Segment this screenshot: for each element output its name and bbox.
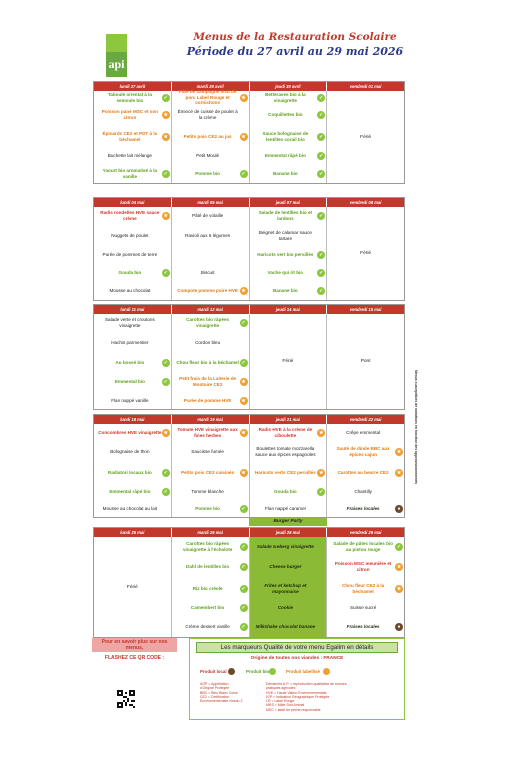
closed-day-label: Férié (360, 251, 372, 256)
menu-item (172, 91, 249, 104)
week-table-5 (93, 527, 405, 638)
menu-item (172, 392, 249, 409)
menu-item-label: Mousse au chocolat au lait (102, 505, 158, 511)
menu-item (94, 91, 171, 104)
day-column (172, 207, 250, 300)
menu-item (172, 462, 249, 483)
day-header: lundi 11 mai (94, 305, 172, 314)
day-header: mardi 26 mai (172, 528, 250, 537)
menu-item (172, 104, 249, 126)
day-column (172, 91, 250, 183)
menu-item (327, 441, 404, 462)
menu-item-label: Boulettes tomate mozzarella sauce aux épices espagnoles (255, 445, 316, 457)
menu-item-label: Banane bio (272, 287, 298, 293)
label-quality-icon: ★ (319, 469, 324, 476)
qr-code[interactable] (117, 690, 135, 708)
menu-item (94, 441, 171, 462)
menu-item (94, 207, 171, 225)
menu-item (250, 424, 327, 441)
bio-leaf-icon: ✓ (163, 94, 168, 101)
day-column (327, 314, 404, 409)
menu-item-label: Vache qui rit bio (267, 269, 304, 275)
day-header: vendredi 22 mai (327, 415, 404, 424)
menu-item (94, 281, 171, 300)
menu-item-label: Petit frais de la Laiterie de Montoire CE2 (179, 376, 237, 387)
menu-item (94, 332, 171, 354)
menu-item (172, 372, 249, 392)
bio-leaf-icon: ✓ (163, 488, 168, 495)
menu-item (250, 246, 327, 264)
closed-day-label: Férié (282, 359, 294, 364)
label-quality-icon: ★ (241, 94, 246, 101)
menu-item-label: Gouda bio (274, 488, 297, 494)
menu-item-label: Sauté de dinde BBC aux épices cajun (336, 445, 390, 457)
menu-item-label: Radiatori locaux bio (107, 469, 152, 475)
week-table-1 (93, 81, 405, 184)
menu-item-label: Frites et ketchup et mayonnaise (264, 582, 307, 594)
burger-party-banner: Burger Party (249, 518, 327, 526)
menu-item (327, 462, 404, 483)
menu-item-label: Hachis parmentier (111, 340, 149, 346)
quality-legend (189, 638, 405, 720)
qr-caption: FLASHEZ CE QR CODE : (104, 655, 165, 661)
menu-item-label: Haricots vert bio persillés (257, 252, 314, 258)
menu-item-label: Poisson pané MSC et son citron (101, 109, 158, 120)
menu-item (172, 354, 249, 372)
day-header: lundi 27 avril (94, 82, 172, 91)
menu-item (94, 147, 171, 164)
menu-item (172, 599, 249, 617)
bio-leaf-icon: ✓ (163, 269, 168, 276)
menu-item-label: Radis HVE à la crème de ciboulette (258, 426, 313, 438)
menu-item (250, 225, 327, 246)
menu-item (172, 424, 249, 441)
menu-item-label: Flan nappé caramel (265, 505, 306, 511)
menu-item (250, 126, 327, 147)
page-title: Menus de la Restauration Scolaire (193, 31, 397, 43)
menu-item-label: Dahl de lentilles bio (186, 564, 230, 570)
menu-item-label: Pomme bio (195, 170, 220, 176)
local-product-icon: ● (395, 505, 403, 513)
menu-item-label: Crème dessert vanille (185, 624, 230, 630)
bio-leaf-icon: ✓ (163, 379, 168, 385)
menu-item-label: Petits pois CE2 cuisinés (181, 469, 235, 475)
menu-item (172, 578, 249, 599)
menu-item-label: Pâté de campagne issu de porc Label Rouge et cornichons (178, 89, 237, 106)
menu-item (250, 264, 327, 281)
week-table-3 (93, 304, 405, 410)
menu-item (172, 207, 249, 225)
info-box (92, 638, 177, 661)
menu-item (327, 500, 404, 517)
menu-item (172, 537, 249, 556)
logo-bar (106, 34, 127, 52)
menu-item (327, 424, 404, 441)
menu-item (94, 372, 171, 392)
labellise-marker-icon (323, 668, 330, 675)
menu-item-label: Purée de pommes de terre (102, 252, 158, 258)
menu-item (172, 441, 249, 462)
menu-item (94, 500, 171, 517)
week-table-4 (93, 414, 405, 518)
bio-leaf-icon: ✓ (319, 269, 324, 276)
menu-item-label: Épinards CE2 et PDT à la béchamel (102, 130, 158, 142)
bio-leaf-icon: ✓ (241, 505, 246, 512)
menu-item (94, 462, 171, 483)
menu-item-label: Tomate HVE vinaigrette aux fines herbes (177, 426, 238, 438)
menu-item-label: Chou fleur CE2 à la béchamel (342, 582, 385, 594)
menu-item-label: Banane bio (272, 170, 298, 176)
bio-leaf-icon: ✓ (163, 469, 168, 476)
bio-leaf-icon: ✓ (319, 488, 324, 495)
week-header (94, 528, 404, 537)
menu-item-label: Emmental râpé bio (109, 488, 151, 494)
menu-item (250, 147, 327, 164)
label-quality-icon: ★ (396, 585, 402, 592)
day-column (94, 207, 172, 300)
menu-item (172, 126, 249, 147)
menu-item-label: Riz bio créole (192, 585, 223, 591)
day-column (172, 424, 250, 517)
day-header: lundi 04 mai (94, 198, 172, 207)
day-column (172, 537, 250, 637)
bio-leaf-icon: ✓ (319, 133, 324, 140)
menu-item (250, 164, 327, 183)
day-column (94, 91, 172, 183)
menu-item-label: Compote pomme poire HVE (177, 287, 238, 293)
day-column (94, 537, 172, 637)
menu-item-label: Flan nappé vanille (111, 397, 149, 403)
menu-item (172, 246, 249, 264)
bio-leaf-icon: ✓ (319, 252, 324, 258)
bio-leaf-icon: ✓ (241, 360, 246, 366)
menu-item-label: Fraises locales (346, 505, 380, 511)
bio-leaf-icon: ✓ (241, 543, 246, 550)
menu-item-label: Gouda bio (118, 269, 142, 275)
day-header: mardi 19 mai (172, 415, 250, 424)
label-quality-icon: ★ (163, 429, 168, 436)
day-column (327, 537, 404, 637)
menu-item-label: Salade verte et croutons vinaigrette (104, 317, 155, 328)
menu-item (250, 483, 327, 500)
menu-item-label: Emmental râpé bio (264, 152, 306, 158)
menu-item-label: Émincé de cuisse de poulet à la crème (177, 109, 238, 120)
menu-item (172, 314, 249, 332)
menu-item-label: Radis rondelles HVE sauce crème (100, 210, 160, 221)
day-header: lundi 25 mai (94, 528, 172, 537)
menu-item-label: Chou fleur bio à la béchamel (176, 360, 239, 366)
day-header: jeudi 14 mai (250, 305, 328, 314)
menu-item-label: Suisse sucré (349, 605, 377, 611)
menu-item (327, 483, 404, 500)
legend-origin: Origine de toutes nos viandes : FRANCE (250, 656, 344, 661)
menu-item-label: Pâté de volaille (192, 213, 224, 219)
menu-item (94, 392, 171, 409)
bio-leaf-icon: ✓ (319, 170, 324, 177)
day-header: vendredi 29 mai (327, 528, 404, 537)
menu-item (172, 556, 249, 578)
menu-item (250, 207, 327, 225)
label-quality-icon: ★ (241, 287, 246, 294)
day-header: jeudi 21 mai (250, 415, 328, 424)
bio-leaf-icon: ✓ (163, 170, 168, 177)
menu-item-label: Concombres HVE vinaigrette (98, 429, 162, 435)
bio-leaf-icon: ✓ (319, 112, 324, 118)
bio-leaf-icon: ✓ (319, 94, 324, 101)
menu-item (327, 578, 404, 599)
menu-item (250, 441, 327, 462)
day-header: vendredi 15 mai (327, 305, 404, 314)
label-quality-icon: ★ (396, 448, 402, 455)
menu-item (250, 556, 327, 578)
logo-text: api (106, 52, 127, 77)
menu-item-label: Pomme bio (195, 505, 220, 511)
menu-item (172, 483, 249, 500)
menu-item (94, 164, 171, 183)
menu-item-label: Ravioli aux 6 légumes (185, 232, 231, 238)
menu-item (327, 556, 404, 578)
menu-item-label: Milkshake chocolat banane (255, 624, 316, 630)
menu-item-label: Salade de lentilles bio et lardons (258, 210, 313, 221)
week-header (94, 198, 404, 207)
day-column (327, 91, 404, 183)
bio-leaf-icon: ✓ (319, 287, 324, 294)
menu-item (172, 617, 249, 637)
label-quality-icon: ★ (241, 133, 246, 140)
day-header: lundi 18 mai (94, 415, 172, 424)
menu-item-label: Salade de pâtes locales bio au pistou rouge (333, 540, 393, 552)
bio-leaf-icon: ✓ (241, 605, 246, 611)
menu-item (172, 264, 249, 281)
menu-item (172, 500, 249, 517)
local-marker-icon (228, 668, 235, 675)
day-column (172, 314, 250, 409)
menu-item-label: Yaourt bio aromatisé à la vanille (102, 167, 158, 179)
closed-day-label: Férié (360, 134, 372, 140)
menu-item (172, 281, 249, 300)
legend-local-label: Produit local (200, 669, 227, 674)
menu-item (172, 225, 249, 246)
day-column (94, 314, 172, 409)
day-header: vendredi 08 mai (327, 198, 404, 207)
menu-item (94, 225, 171, 246)
day-column (250, 424, 328, 517)
bio-leaf-icon: ✓ (241, 564, 246, 570)
menu-item-label: Emmental bio (114, 379, 145, 385)
menu-item-label: Salade Iceberg vinaigrette (256, 543, 314, 549)
week-header (94, 82, 404, 91)
label-quality-icon: ★ (396, 564, 402, 570)
menu-item (250, 104, 327, 126)
day-header: jeudi 07 mai (250, 198, 328, 207)
legend-abbreviations-left: AOP = Appellation d'Origine Protégée BBC = Bleu Blanc Cœur CE2 = Certification Environnementale niveau 2 (200, 682, 243, 704)
menu-item-label: Purée de pomme HVE (183, 397, 232, 403)
label-quality-icon: ★ (396, 469, 402, 476)
closed-day-label: Férié (126, 584, 138, 590)
menu-item-label: Cheese burger (269, 564, 302, 570)
day-column (327, 424, 404, 517)
bio-leaf-icon: ✓ (241, 624, 246, 630)
legend-abbreviations-right: Démarche A.P. = reproduction qualitative de bonnes pratiques agricoles HVE = Haute Valeur Environnementale IGP = Indication Géographique Protégée LR = Label Rouge MRS = Mâle Sort Animal MSC = label de pêche responsable (266, 682, 347, 712)
day-column (250, 537, 328, 637)
week-header (94, 305, 404, 314)
menu-item (172, 332, 249, 354)
day-header: mardi 28 avril (172, 82, 250, 91)
bio-leaf-icon: ✓ (241, 170, 246, 177)
menu-item (250, 578, 327, 599)
legend-labellise-label: Produit labellisé (286, 669, 320, 674)
menu-item (94, 483, 171, 500)
legend-markers (196, 667, 398, 677)
menu-item-label: Haricots verts CE2 persillés (254, 469, 316, 475)
label-quality-icon: ★ (241, 397, 246, 404)
closed-day-label: Pont (360, 359, 371, 364)
day-header: vendredi 01 mai (327, 82, 404, 91)
bio-leaf-icon: ✓ (319, 213, 324, 219)
bio-marker-icon (269, 668, 276, 675)
menu-item (250, 617, 327, 637)
menu-item-label: Petit Moulé (196, 152, 220, 158)
menu-item-label: Chantilly (354, 488, 372, 494)
label-quality-icon: ★ (163, 112, 168, 118)
day-header: mardi 12 mai (172, 305, 250, 314)
bio-leaf-icon: ✓ (241, 585, 246, 592)
menu-item-label: Carottes au beurre CE2 (337, 469, 389, 475)
menu-item-label: Carottes bio râpées vinaigrette (186, 317, 230, 328)
more-info-link[interactable]: Pour en savoir plus sur nos menus, (92, 638, 177, 652)
menu-item-label: Camembert bio (190, 605, 225, 611)
menu-item (94, 246, 171, 264)
menu-item-label: Cordon bleu (195, 340, 221, 346)
day-column (327, 207, 404, 300)
day-column (250, 91, 328, 183)
day-column (250, 207, 328, 300)
menu-item-label: Biscuit (200, 269, 215, 275)
menu-item-label: Nuggets de poulet (111, 232, 149, 238)
side-note: Menus susceptibles de variations en fonction des approvisionnements (414, 370, 418, 485)
menu-item-label: Buchette lait mélange (107, 152, 152, 158)
menu-item (250, 462, 327, 483)
bio-leaf-icon: ✓ (319, 152, 324, 159)
menu-item-label: Tomme blanche (191, 488, 224, 494)
menu-item (327, 617, 404, 637)
bio-leaf-icon: ✓ (396, 543, 402, 550)
day-column (94, 424, 172, 517)
day-column (250, 314, 328, 409)
menu-item (172, 164, 249, 183)
week-table-2 (93, 197, 405, 301)
menu-item (94, 314, 171, 332)
label-quality-icon: ★ (163, 133, 168, 140)
day-header: mardi 05 mai (172, 198, 250, 207)
label-quality-icon: ★ (163, 213, 168, 219)
menu-item (94, 126, 171, 147)
menu-item-label: Crêpe emmental (346, 429, 381, 435)
menu-item-label: Betteraves bio à la vinaigrette (265, 91, 306, 103)
menu-item-label: Bolognaise de thon (110, 448, 150, 454)
local-product-icon: ● (395, 623, 403, 631)
menu-item-label: Beignet de calamar sauce tartare (258, 229, 312, 241)
day-header: jeudi 28 mai (250, 528, 328, 537)
menu-item (94, 104, 171, 126)
week-header (94, 415, 404, 424)
menu-item-label: Mousse au chocolat (109, 287, 151, 293)
menu-item-label: Coquillettes bio (268, 112, 303, 118)
label-quality-icon: ★ (319, 429, 324, 436)
bio-leaf-icon: ✓ (163, 360, 168, 366)
menu-item (94, 354, 171, 372)
api-logo (106, 34, 127, 77)
menu-item (94, 264, 171, 281)
menu-item-label: Cookie (277, 605, 294, 611)
menu-item-label: Au bossé bio (115, 360, 145, 366)
menu-item-label: Saucisse fumée (191, 448, 224, 454)
menu-item-label: Sauce bolognaise de lentilles corail bio (262, 130, 309, 142)
label-quality-icon: ★ (241, 429, 246, 436)
menu-item-label: Poisson MSC meunière et citron (334, 561, 392, 572)
menu-item (250, 91, 327, 104)
menu-item (172, 147, 249, 164)
legend-bio-label: Produit bio (246, 669, 270, 674)
legend-title: Les marqueurs Qualité de votre menu Egalim en détails (196, 642, 398, 653)
menu-item (250, 281, 327, 300)
menu-item (327, 537, 404, 556)
menu-item-label: Taboulé oriental à la semoule bio (107, 91, 152, 103)
menu-item (94, 424, 171, 441)
menu-item-label: Fraises locales (346, 624, 380, 630)
label-quality-icon: ★ (241, 469, 246, 476)
menu-item (250, 537, 327, 556)
menu-item (250, 500, 327, 517)
menu-item-label: Petits pois CE2 au jus (183, 133, 232, 139)
bio-leaf-icon: ✓ (241, 320, 246, 326)
menu-item (327, 599, 404, 617)
day-header: jeudi 30 avril (250, 82, 328, 91)
menu-item-label: Carottes bio râpées vinaigrette à l'échalote (182, 540, 233, 552)
menu-item (250, 599, 327, 617)
label-quality-icon: ★ (241, 379, 246, 385)
page-period: Période du 27 avril au 29 mai 2026 (186, 45, 404, 58)
